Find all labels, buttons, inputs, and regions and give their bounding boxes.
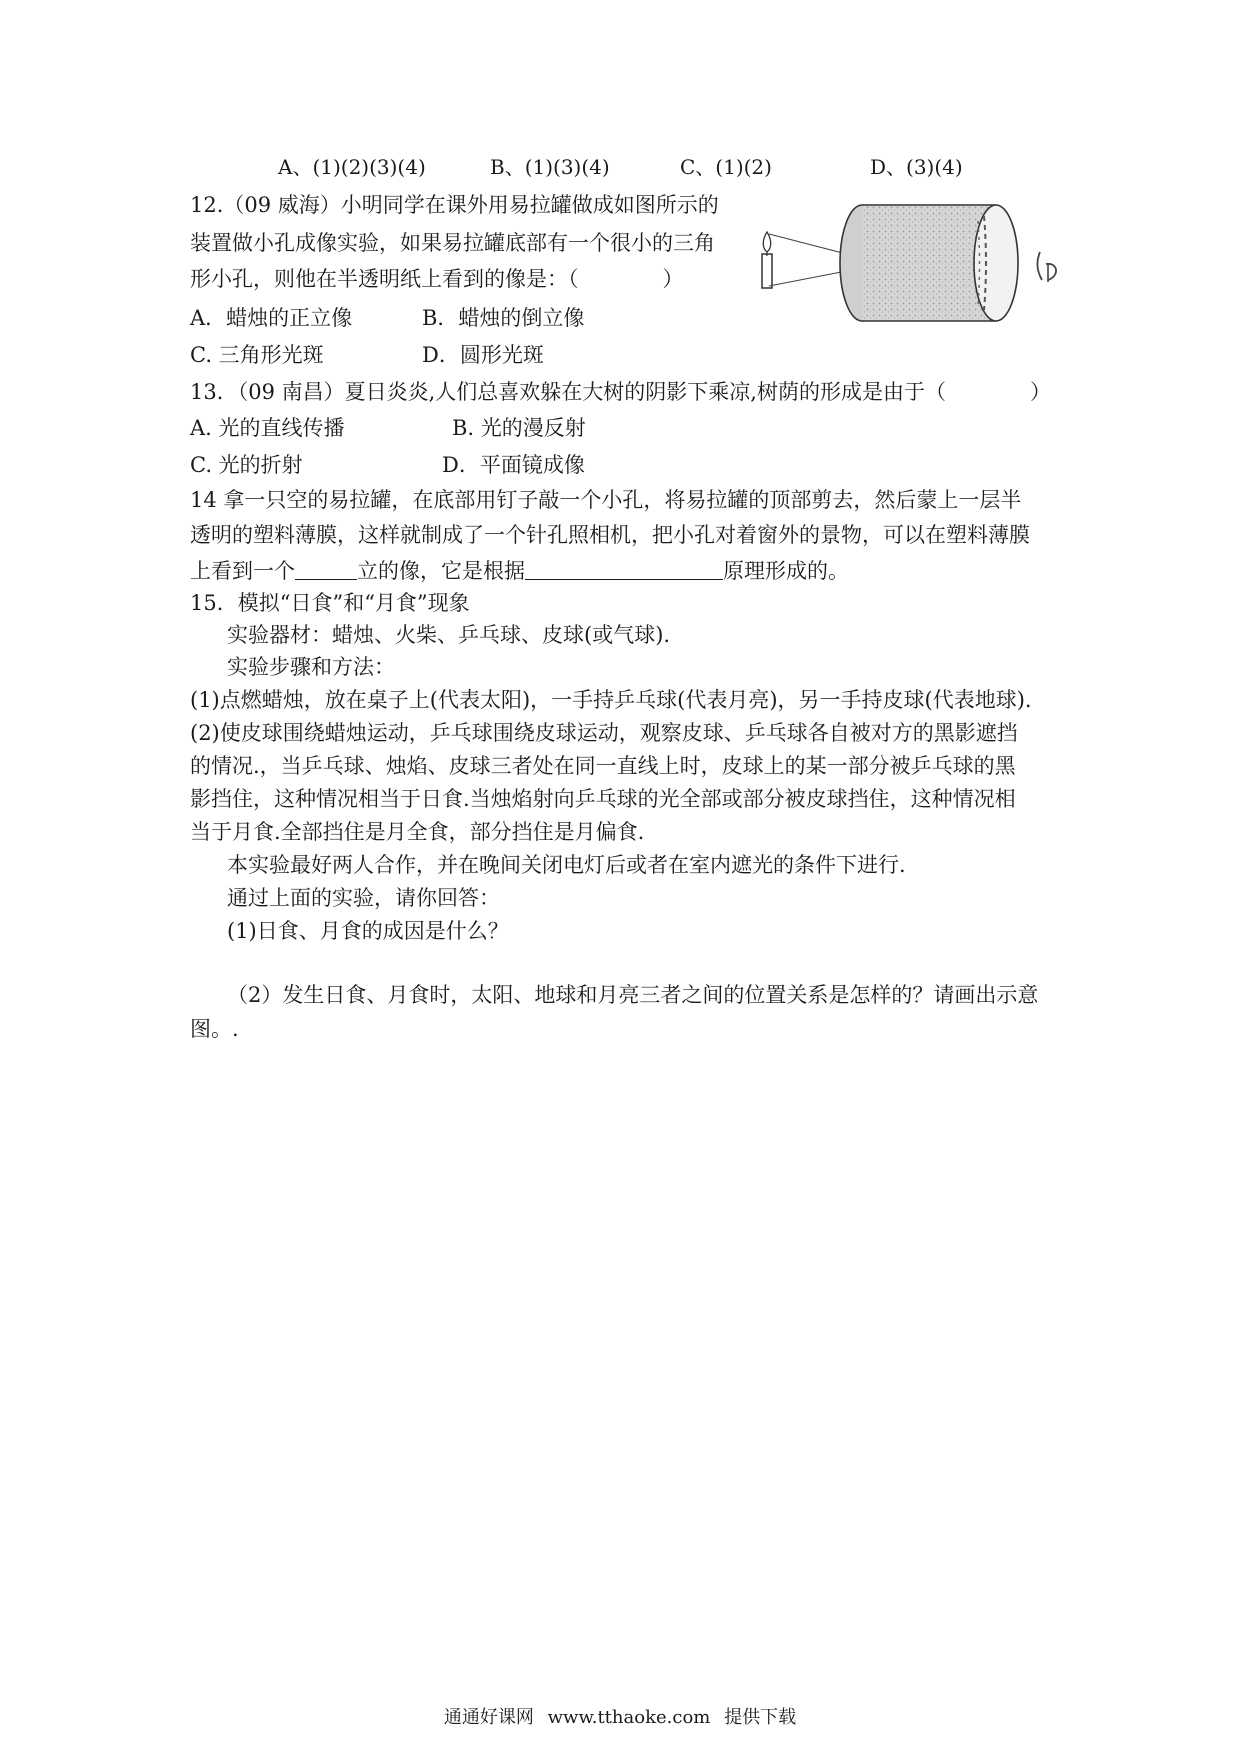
q12-option-c: C. 三角形光斑 — [190, 343, 324, 367]
q15-note: 本实验最好两人合作，并在晚间关闭电灯后或者在室内遮光的条件下进行. — [227, 853, 906, 877]
footer — [0, 1706, 1240, 1730]
q14-blank-2[interactable] — [525, 559, 723, 580]
q13-option-b: B. 光的漫反射 — [452, 416, 586, 440]
footer-site-name: 通通好课网 — [443, 1707, 534, 1728]
candle-icon — [762, 232, 772, 288]
q14-text-a: 上看到一个 — [190, 559, 295, 583]
footer-url[interactable]: www.tthaoke.com — [547, 1707, 711, 1728]
q12-option-d: D．圆形光斑 — [422, 343, 544, 367]
q14-blank-1[interactable] — [295, 559, 357, 580]
q15-step-1: (1)点燃蜡烛，放在桌子上(代表太阳)，一手持乒乓球(代表月亮)，另一手持皮球(代表地球). — [190, 688, 1032, 712]
q14-stem-line-1: 14 拿一只空的易拉罐，在底部用钉子敲一个小孔，将易拉罐的顶部剪去，然后蒙上一层半 — [190, 488, 1022, 512]
q11-option-c: C、(1)(2) — [680, 155, 772, 179]
q11-option-d: D、(3)(4) — [870, 155, 963, 179]
q15-sub-question-1: (1)日食、月食的成因是什么？ — [227, 919, 509, 943]
pinhole-can-candle-figure — [752, 176, 1062, 326]
footer-suffix: 提供下载 — [724, 1707, 797, 1728]
q14-stem-line-3 — [190, 556, 849, 586]
q13-option-c: C. 光的折射 — [190, 453, 303, 477]
q11-option-a: A、(1)(2)(3)(4) — [278, 155, 426, 179]
q14-text-b: 立的像，它是根据 — [357, 559, 525, 583]
q12-stem-line-3: 形小孔，则他在半透明纸上看到的像是：（ ） — [190, 267, 684, 291]
q13-option-a: A. 光的直线传播 — [190, 416, 345, 440]
q12-option-a: A．蜡烛的正立像 — [190, 306, 353, 330]
q15-materials: 实验器材：蜡烛、火柴、乒乓球、皮球(或气球). — [227, 623, 671, 647]
q15-step-2-line-3: 影挡住，这种情况相当于日食.当烛焰射向乒乓球的光全部或部分被皮球挡住，这种情况相 — [190, 787, 1016, 811]
q13-stem: 13．（09 南昌）夏日炎炎,人们总喜欢躲在大树的阴影下乘凉,树荫的形成是由于（ ） — [190, 380, 1051, 404]
q14-text-c: 原理形成的。 — [723, 559, 849, 583]
q15-sub-question-2-line-2: 图。. — [190, 1017, 239, 1041]
q12-option-b: B．蜡烛的倒立像 — [422, 306, 585, 330]
q11-option-b: B、(1)(3)(4) — [490, 155, 610, 179]
q14-stem-line-2: 透明的塑料薄膜，这样就制成了一个针孔照相机，把小孔对着窗外的景物，可以在塑料薄膜 — [190, 523, 1030, 547]
q15-prompt: 通过上面的实验，请你回答： — [227, 886, 500, 910]
screen-image-icon — [1037, 252, 1056, 282]
q15-title: 15．模拟“日食”和“月食”现象 — [190, 591, 470, 615]
q15-step-2-line-4: 当于月食.全部挡住是月全食，部分挡住是月偏食. — [190, 820, 645, 844]
q15-step-2-line-1: (2)使皮球围绕蜡烛运动，乒乓球围绕皮球运动，观察皮球、乒乓球各自被对方的黑影遮挡 — [190, 721, 1018, 745]
q12-stem-line-2: 装置做小孔成像实验，如果易拉罐底部有一个很小的三角 — [190, 231, 715, 255]
q12-stem-line-1: 12.（09 威海）小明同学在课外用易拉罐做成如图所示的 — [190, 193, 719, 217]
can-icon — [840, 205, 1018, 321]
q15-step-2-line-2: 的情况.，当乒乓球、烛焰、皮球三者处在同一直线上时，皮球上的某一部分被乒乓球的黑 — [190, 754, 1016, 778]
q15-steps-title: 实验步骤和方法： — [227, 655, 395, 679]
q15-sub-question-2-line-1: （2）发生日食、月食时，太阳、地球和月亮三者之间的位置关系是怎样的？请画出示意 — [227, 983, 1039, 1007]
q13-option-d: D．平面镜成像 — [442, 453, 585, 477]
